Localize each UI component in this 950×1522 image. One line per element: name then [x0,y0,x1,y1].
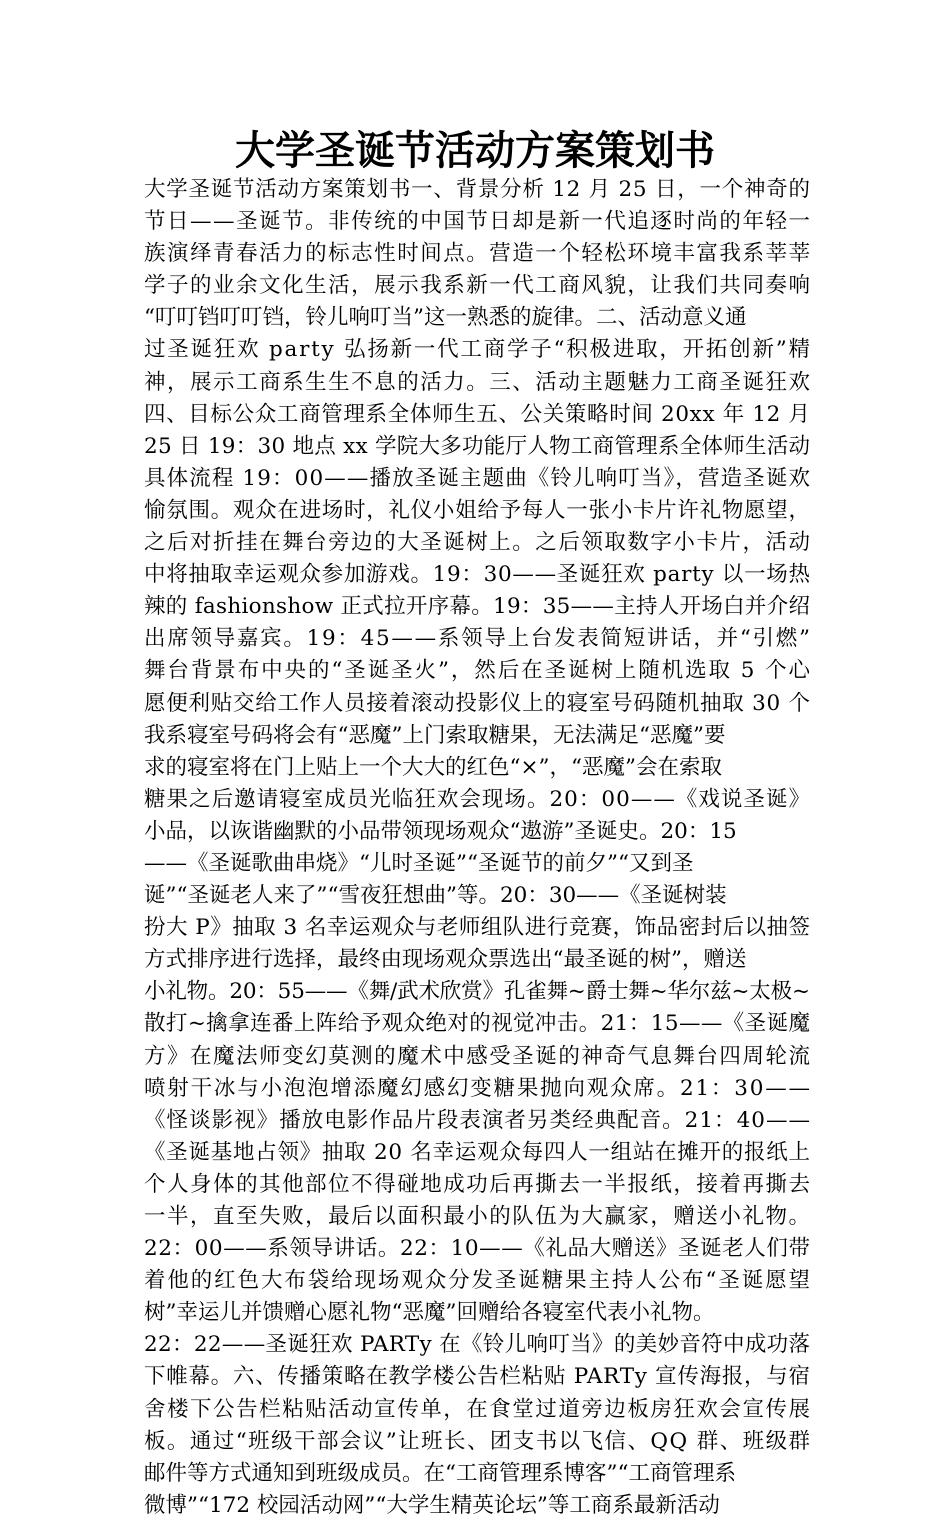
body-text-line: “叮叮铛叮叮铛，铃儿响叮当”这一熟悉的旋律。二、活动意义通 [144,305,747,331]
body-text-line: 《怪谈影视》播放电影作品片段表演者另类经典配音。21：40—— [144,1107,812,1133]
body-text-line: 学子的业余文化生活，展示我系新一代工商风貌，让我们共同奏响 [144,273,812,299]
body-text-line: 下帷幕。六、传播策略在教学楼公告栏粘贴 PARTy 宣传海报，与宿 [144,1364,811,1390]
body-text-line: 小品，以诙谐幽默的小品带领现场观众“遨游”圣诞史。20：15 [144,818,737,844]
body-text-line: 愿便利贴交给工作人员接着滚动投影仪上的寝室号码随机抽取 30 个 [144,690,811,716]
body-text-line: 舍楼下公告栏粘贴活动宣传单，在食堂过道旁边板房狂欢会宣传展 [144,1396,812,1422]
body-text-line: 方》在魔法师变幻莫测的魔术中感受圣诞的神奇气息舞台四周轮流 [144,1043,812,1069]
document-body [144,174,812,1522]
body-text-line: 节日——圣诞节。非传统的中国节日却是新一代追逐时尚的年轻一 [144,209,812,235]
body-text-line: 我系寝室号码将会有“恶魔”上门索取糖果，无法满足“恶魔”要 [144,722,726,748]
body-text-line: 22：00——系领导讲话。22：10——《礼品大赠送》圣诞老人们带 [144,1236,811,1262]
body-text-line: 微博”“172 校园活动网”“大学生精英论坛”等工商系最新活动 [144,1492,720,1518]
body-text-line: 之后对折挂在舞台旁边的大圣诞树上。之后领取数字小卡片，活动 [144,530,812,556]
body-text-line: 着他的红色大布袋给现场观众分发圣诞糖果主持人公布“圣诞愿望 [144,1268,812,1294]
body-text-line: 邮件等方式通知到班级成员。在“工商管理系博客”“工商管理系 [144,1460,736,1486]
body-text-line: 愉氛围。观众在进场时，礼仪小姐给予每人一张小卡片许礼物愿望， [144,497,811,523]
body-text-line: ——《圣诞歌曲串烧》“儿时圣诞”“圣诞节的前夕”“又到圣 [144,850,694,876]
body-text-line: 糖果之后邀请寝室成员光临狂欢会现场。20：00——《戏说圣诞》 [144,786,812,812]
body-text-line: 《圣诞基地占领》抽取 20 名幸运观众每四人一组站在摊开的报纸上 [144,1139,811,1165]
body-text-line: 22：22——圣诞狂欢 PARTy 在《铃儿响叮当》的美妙音符中成功落 [144,1332,811,1358]
body-text-line: 舞台背景布中央的“圣诞圣火”，然后在圣诞树上随机选取 5 个心 [144,658,812,684]
body-text-line: 小礼物。20：55——《舞/武术欣赏》孔雀舞~爵士舞~华尔兹~太极~ [144,979,810,1005]
body-text-line: 神，展示工商系生生不息的活力。三、活动主题魅力工商圣诞狂欢 [144,369,812,395]
body-text-line: 中将抽取幸运观众参加游戏。19：30——圣诞狂欢 party 以一场热 [144,562,811,588]
body-text-line: 方式排序进行选择，最终由现场观众票选出“最圣诞的树”，赠送 [144,947,747,973]
document-title: 大学圣诞节活动方案策划书 [235,127,715,174]
body-text-line: 过圣诞狂欢 party 弘扬新一代工商学子“积极进取，开拓创新”精 [144,337,812,363]
body-text-line: 出席领导嘉宾。19：45——系领导上台发表简短讲话，并“引燃” [144,626,812,652]
body-text-line: 具体流程 19：00——播放圣诞主题曲《铃儿响叮当》，营造圣诞欢 [144,465,812,491]
body-text-line: 辣的 fashionshow 正式拉开序幕。19：35——主持人开场白并介绍 [144,594,811,620]
body-text-line: 25 日 19：30 地点 xx 学院大多功能厅人物工商管理系全体师生活动 [144,433,811,459]
body-text-line: 大学圣诞节活动方案策划书一、背景分析 12 月 25 日，一个神奇的 [144,177,811,202]
body-text-line: 个人身体的其他部位不得碰地成功后再撕去一半报纸，接着再撕去 [144,1171,812,1197]
body-text-line: 族演绎青春活力的标志性时间点。营造一个轻松环境丰富我系莘莘 [144,241,812,267]
body-text-line: 喷射干冰与小泡泡增添魔幻感幻变糖果抛向观众席。21：30—— [144,1075,812,1101]
body-text-line: 一半，直至失败，最后以面积最小的队伍为大赢家，赠送小礼物。 [144,1204,812,1229]
body-text-line: 树”幸运儿并馈赠心愿礼物“恶魔”回赠给各寝室代表小礼物。 [144,1300,715,1326]
body-text-line: 诞”“圣诞老人来了”“雪夜狂想曲”等。20：30——《圣诞树装 [144,883,727,909]
body-text-line: 四、目标公众工商管理系全体师生五、公关策略时间 20xx 年 12 月 [144,401,811,427]
body-text-line: 板。通过“班级干部会议”让班长、团支书以飞信、QQ 群、班级群 [144,1428,812,1454]
body-text-line: 扮大 P》抽取 3 名幸运观众与老师组队进行竞赛，饰品密封后以抽签 [144,915,811,941]
body-text-line: 散打~擒拿连番上阵给予观众绝对的视觉冲击。21：15——《圣诞魔 [144,1011,811,1037]
body-text-line: 求的寝室将在门上贴上一个大大的红色“×”，“恶魔”会在索取 [144,754,722,780]
